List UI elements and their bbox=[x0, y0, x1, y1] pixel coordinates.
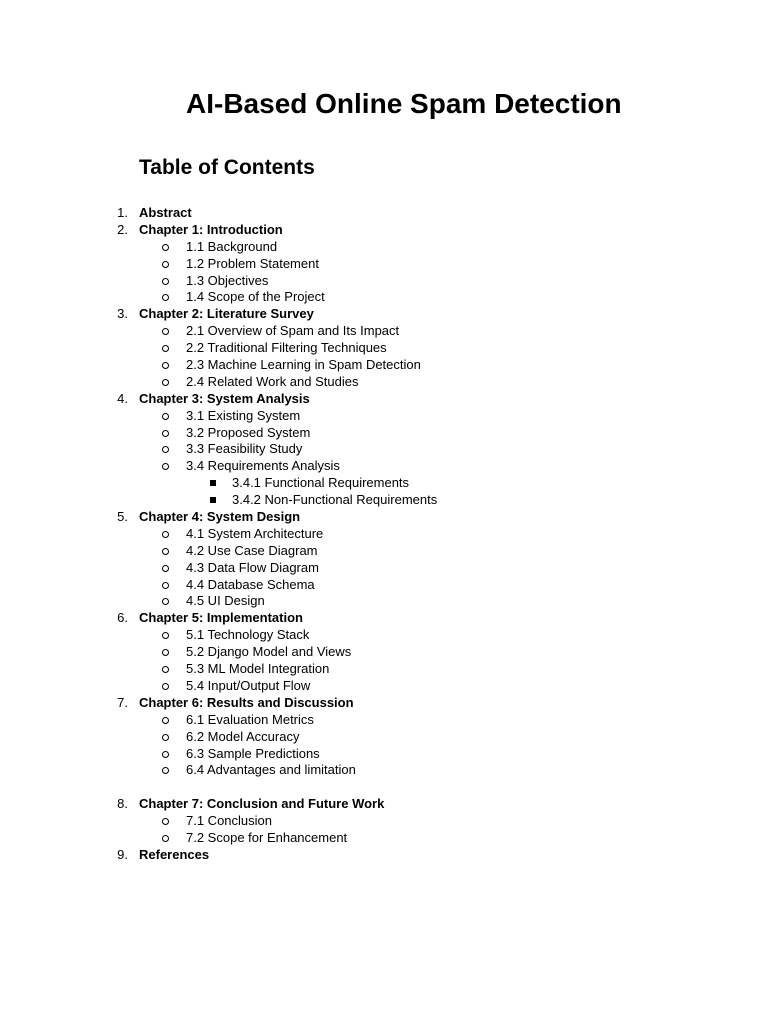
toc-section-title: 3.1 Existing System bbox=[186, 407, 301, 423]
toc-section-title: 4.2 Use Case Diagram bbox=[186, 542, 318, 558]
toc-section-entry bbox=[0, 830, 768, 847]
toc-section-entry bbox=[0, 374, 768, 391]
toc-chapter-number: 4. bbox=[117, 390, 128, 406]
hollow-circle-bullet-icon bbox=[162, 598, 169, 605]
toc-section-entry bbox=[0, 340, 768, 357]
toc-section-entry bbox=[0, 289, 768, 306]
hollow-circle-bullet-icon bbox=[162, 582, 169, 589]
toc-section-entry bbox=[0, 323, 768, 340]
toc-chapter-entry bbox=[0, 847, 768, 864]
toc-chapter-number: 2. bbox=[117, 221, 128, 237]
toc-subsection-entry bbox=[0, 475, 768, 492]
hollow-circle-bullet-icon bbox=[162, 717, 169, 724]
toc-section-title: 1.2 Problem Statement bbox=[186, 255, 319, 271]
toc-section-title: 4.1 System Architecture bbox=[186, 525, 324, 541]
toc-section-entry bbox=[0, 526, 768, 543]
hollow-circle-bullet-icon bbox=[162, 294, 169, 301]
toc-section-entry bbox=[0, 762, 768, 779]
hollow-circle-bullet-icon bbox=[162, 666, 169, 673]
toc-section-title: 4.4 Database Schema bbox=[186, 576, 315, 592]
toc-subsection-entry bbox=[0, 492, 768, 509]
toc-chapter-title: Chapter 7: Conclusion and Future Work bbox=[139, 796, 385, 812]
square-bullet-icon bbox=[210, 497, 216, 503]
toc-chapter-entry bbox=[0, 306, 768, 323]
toc-section-title: 5.2 Django Model and Views bbox=[186, 644, 352, 660]
hollow-circle-bullet-icon bbox=[162, 244, 169, 251]
toc-section-entry bbox=[0, 458, 768, 475]
toc-section-entry bbox=[0, 560, 768, 577]
toc-section-title: 5.1 Technology Stack bbox=[186, 627, 310, 643]
toc-section-title: 3.4 Requirements Analysis bbox=[186, 458, 340, 474]
toc-section-entry bbox=[0, 357, 768, 374]
toc-section-entry bbox=[0, 425, 768, 442]
hollow-circle-bullet-icon bbox=[162, 818, 169, 825]
toc-chapter-number: 9. bbox=[117, 846, 128, 862]
toc-chapter-number: 7. bbox=[117, 694, 128, 710]
toc-section-title: 1.3 Objectives bbox=[186, 272, 269, 288]
toc-section-entry bbox=[0, 239, 768, 256]
toc-section-entry bbox=[0, 408, 768, 425]
toc-section-title: 7.1 Conclusion bbox=[186, 813, 272, 829]
hollow-circle-bullet-icon bbox=[162, 565, 169, 572]
hollow-circle-bullet-icon bbox=[162, 362, 169, 369]
toc-chapter-title: Chapter 4: System Design bbox=[139, 509, 301, 525]
hollow-circle-bullet-icon bbox=[162, 835, 169, 842]
hollow-circle-bullet-icon bbox=[162, 463, 169, 470]
toc-section-title: 2.4 Related Work and Studies bbox=[186, 373, 359, 389]
toc-chapter-entry bbox=[0, 391, 768, 408]
toc-chapter-entry bbox=[0, 610, 768, 627]
toc-section-title: 6.1 Evaluation Metrics bbox=[186, 711, 314, 727]
hollow-circle-bullet-icon bbox=[162, 649, 169, 656]
toc-section-title: 1.1 Background bbox=[186, 238, 278, 254]
toc-section-entry bbox=[0, 678, 768, 695]
toc-section-entry bbox=[0, 441, 768, 458]
toc-chapter-title: Chapter 1: Introduction bbox=[139, 221, 283, 237]
hollow-circle-bullet-icon bbox=[162, 278, 169, 285]
hollow-circle-bullet-icon bbox=[162, 548, 169, 555]
toc-chapter-number: 6. bbox=[117, 610, 128, 626]
toc-section-entry bbox=[0, 273, 768, 290]
toc-section-entry bbox=[0, 627, 768, 644]
toc-chapter-title: Chapter 5: Implementation bbox=[139, 610, 303, 626]
toc-chapter-number: 3. bbox=[117, 306, 128, 322]
toc-section-entry bbox=[0, 661, 768, 678]
hollow-circle-bullet-icon bbox=[162, 632, 169, 639]
hollow-circle-bullet-icon bbox=[162, 261, 169, 268]
toc-section-title: 4.3 Data Flow Diagram bbox=[186, 559, 319, 575]
toc-chapter-title: Chapter 3: System Analysis bbox=[139, 390, 310, 406]
toc-section-title: 6.3 Sample Predictions bbox=[186, 745, 320, 761]
toc-section-entry bbox=[0, 256, 768, 273]
toc-chapter-number: 1. bbox=[117, 205, 128, 220]
toc-chapter-title: References bbox=[139, 846, 210, 862]
toc-section-title: 2.2 Traditional Filtering Techniques bbox=[186, 340, 387, 356]
toc-section-entry bbox=[0, 712, 768, 729]
toc-section-title: 4.5 UI Design bbox=[186, 593, 265, 609]
hollow-circle-bullet-icon bbox=[162, 379, 169, 386]
hollow-circle-bullet-icon bbox=[162, 430, 169, 437]
toc-chapter-title: Chapter 2: Literature Survey bbox=[139, 306, 314, 322]
hollow-circle-bullet-icon bbox=[162, 328, 169, 335]
hollow-circle-bullet-icon bbox=[162, 531, 169, 538]
toc-subsection-title: 3.4.2 Non-Functional Requirements bbox=[232, 492, 438, 508]
toc-chapter-number: 5. bbox=[117, 509, 128, 525]
hollow-circle-bullet-icon bbox=[162, 767, 169, 774]
toc-section-entry bbox=[0, 644, 768, 661]
hollow-circle-bullet-icon bbox=[162, 734, 169, 741]
toc-heading: Table of Contents bbox=[139, 156, 315, 179]
toc-chapter-entry bbox=[0, 695, 768, 712]
hollow-circle-bullet-icon bbox=[162, 345, 169, 352]
square-bullet-icon bbox=[210, 480, 216, 486]
toc-section-entry bbox=[0, 746, 768, 763]
toc-chapter-number: 8. bbox=[117, 796, 128, 812]
toc-section-entry bbox=[0, 593, 768, 610]
toc-section-title: 6.2 Model Accuracy bbox=[186, 728, 300, 744]
toc-section-title: 1.4 Scope of the Project bbox=[186, 289, 325, 305]
toc-section-entry bbox=[0, 813, 768, 830]
toc-chapter-entry bbox=[0, 509, 768, 526]
toc-section-title: 3.3 Feasibility Study bbox=[186, 441, 303, 457]
toc-section-entry bbox=[0, 729, 768, 746]
document-title: AI-Based Online Spam Detection bbox=[186, 88, 622, 119]
toc-section-title: 2.3 Machine Learning in Spam Detection bbox=[186, 357, 421, 373]
hollow-circle-bullet-icon bbox=[162, 683, 169, 690]
toc-section-title: 5.3 ML Model Integration bbox=[186, 661, 330, 677]
toc-section-title: 7.2 Scope for Enhancement bbox=[186, 830, 348, 846]
hollow-circle-bullet-icon bbox=[162, 446, 169, 453]
hollow-circle-bullet-icon bbox=[162, 413, 169, 420]
toc-chapter-title: Abstract bbox=[139, 205, 192, 220]
hollow-circle-bullet-icon bbox=[162, 751, 169, 758]
toc-section-title: 2.1 Overview of Spam and Its Impact bbox=[186, 323, 400, 339]
toc-section-title: 6.4 Advantages and limitation bbox=[186, 762, 356, 778]
toc-chapter-entry bbox=[0, 222, 768, 239]
toc-chapter-entry bbox=[0, 205, 768, 222]
toc-section-title: 3.2 Proposed System bbox=[186, 424, 311, 440]
toc-subsection-title: 3.4.1 Functional Requirements bbox=[232, 475, 410, 491]
toc-chapter-title: Chapter 6: Results and Discussion bbox=[139, 694, 354, 710]
toc-section-title: 5.4 Input/Output Flow bbox=[186, 677, 311, 693]
toc-section-entry bbox=[0, 577, 768, 594]
toc-chapter-entry bbox=[0, 796, 768, 813]
toc-section-entry bbox=[0, 543, 768, 560]
table-of-contents bbox=[0, 205, 768, 864]
